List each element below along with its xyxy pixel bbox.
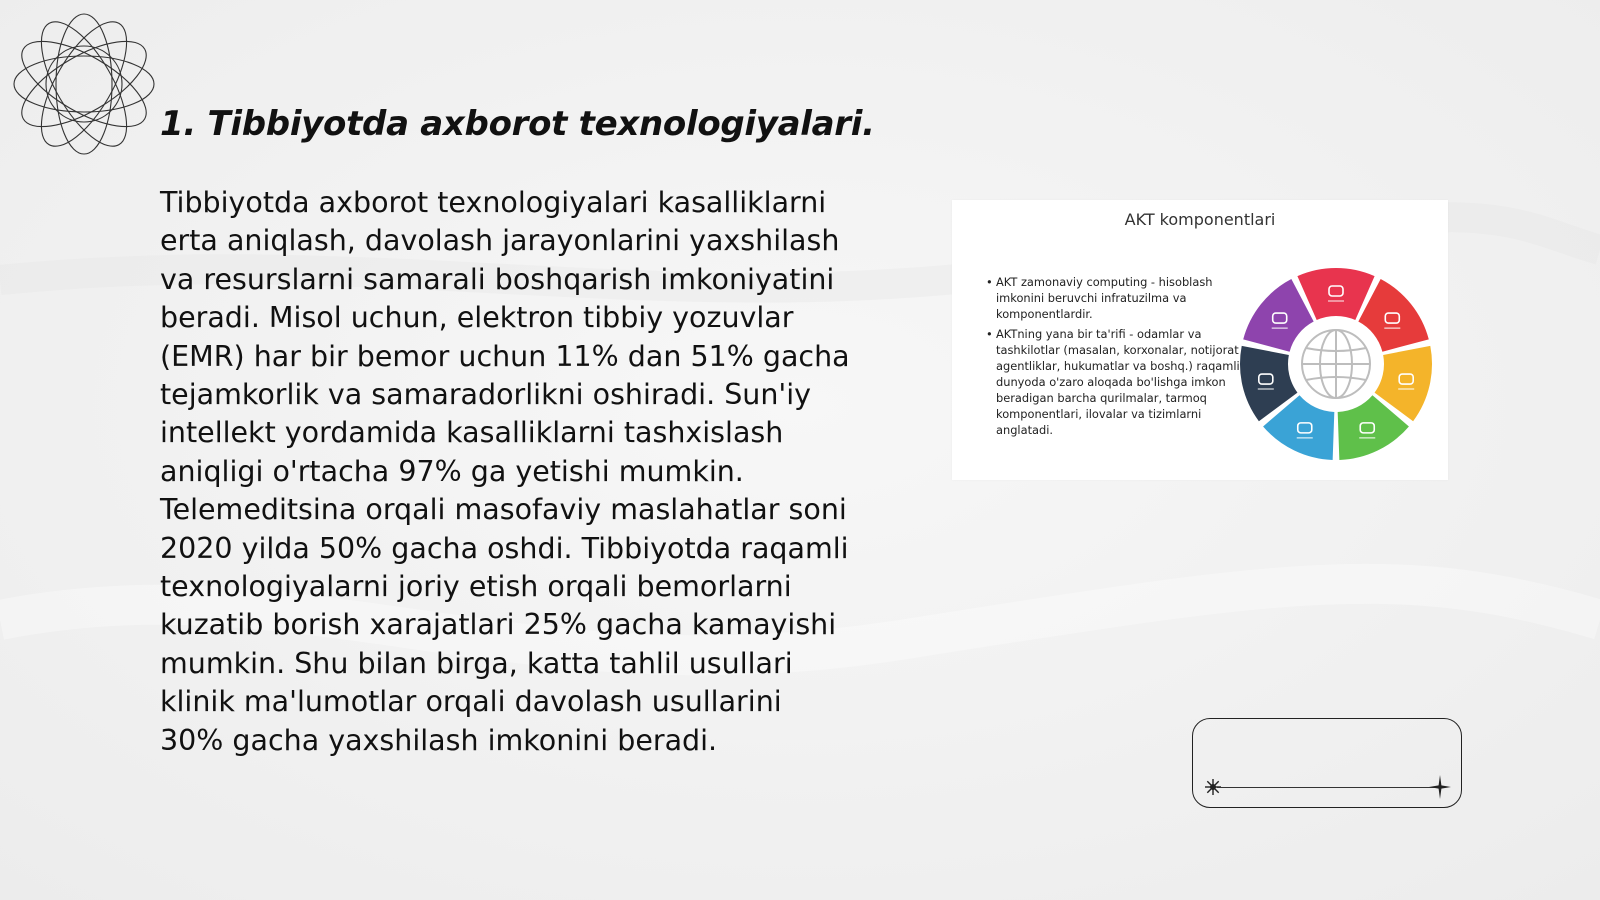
sparkle-icon — [1429, 775, 1451, 799]
akt-bullet-2: • AKTning yana bir ta'rifi - odamlar va tashkilotlar (masalan, korxonalar, notijorat agentliklar, hukumatlar va boshq.) raqamli dunyoda o'zaro aloqada bo'lishga imkon beradigan barcha qurilmalar, tarmoq komponentlari, ilovalar va tizimlarni anglatadi. — [986, 326, 1256, 438]
timeline-line — [1217, 787, 1439, 788]
wheel-segment-1 — [1297, 268, 1374, 320]
akt-wheel-diagram — [1236, 264, 1436, 464]
akt-components-image — [952, 200, 1448, 480]
globe-icon — [1292, 320, 1380, 408]
akt-card-title: AKT komponentlari — [1124, 210, 1276, 229]
slide-title: 1. Tibbiyotda axborot texnologiyalari. — [160, 104, 875, 144]
timeline-decoration — [1192, 718, 1462, 808]
wireframe-orb-icon — [10, 10, 158, 158]
akt-bullet-list — [986, 274, 1256, 442]
akt-bullet-1: • AKT zamonaviy computing - hisoblash imkonini beruvchi infratuzilma va komponentlardir. — [986, 274, 1256, 322]
body-paragraph: Tibbiyotda axborot texnologiyalari kasalliklarni erta aniqlash, davolash jarayonlarini yaxshilash va resurslarni samarali boshqarish imkoniyatini beradi. Misol uchun, elektron tibbiy yozuvlar (EMR) har bir bemor uchun 11% dan 51% gacha tejamkorlik va samaradorlikni oshiradi. Sun'iy intellekt yordamida kasalliklarni tashxislash aniqligi o'rtacha 97% ga yetishi mumkin. Telemeditsina orqali masofaviy maslahatlar soni 2020 yilda 50% gacha oshdi. Tibbiyotda raqamli texnologiyalarni joriy etish orqali bemorlarni kuzatib borish xarajatlari 25% gacha kamayishi mumkin. Shu bilan birga, katta tahlil usullari klinik ma'lumotlar orqali davolash usullarini 30% gacha yaxshilash imkonini beradi. — [160, 186, 850, 757]
